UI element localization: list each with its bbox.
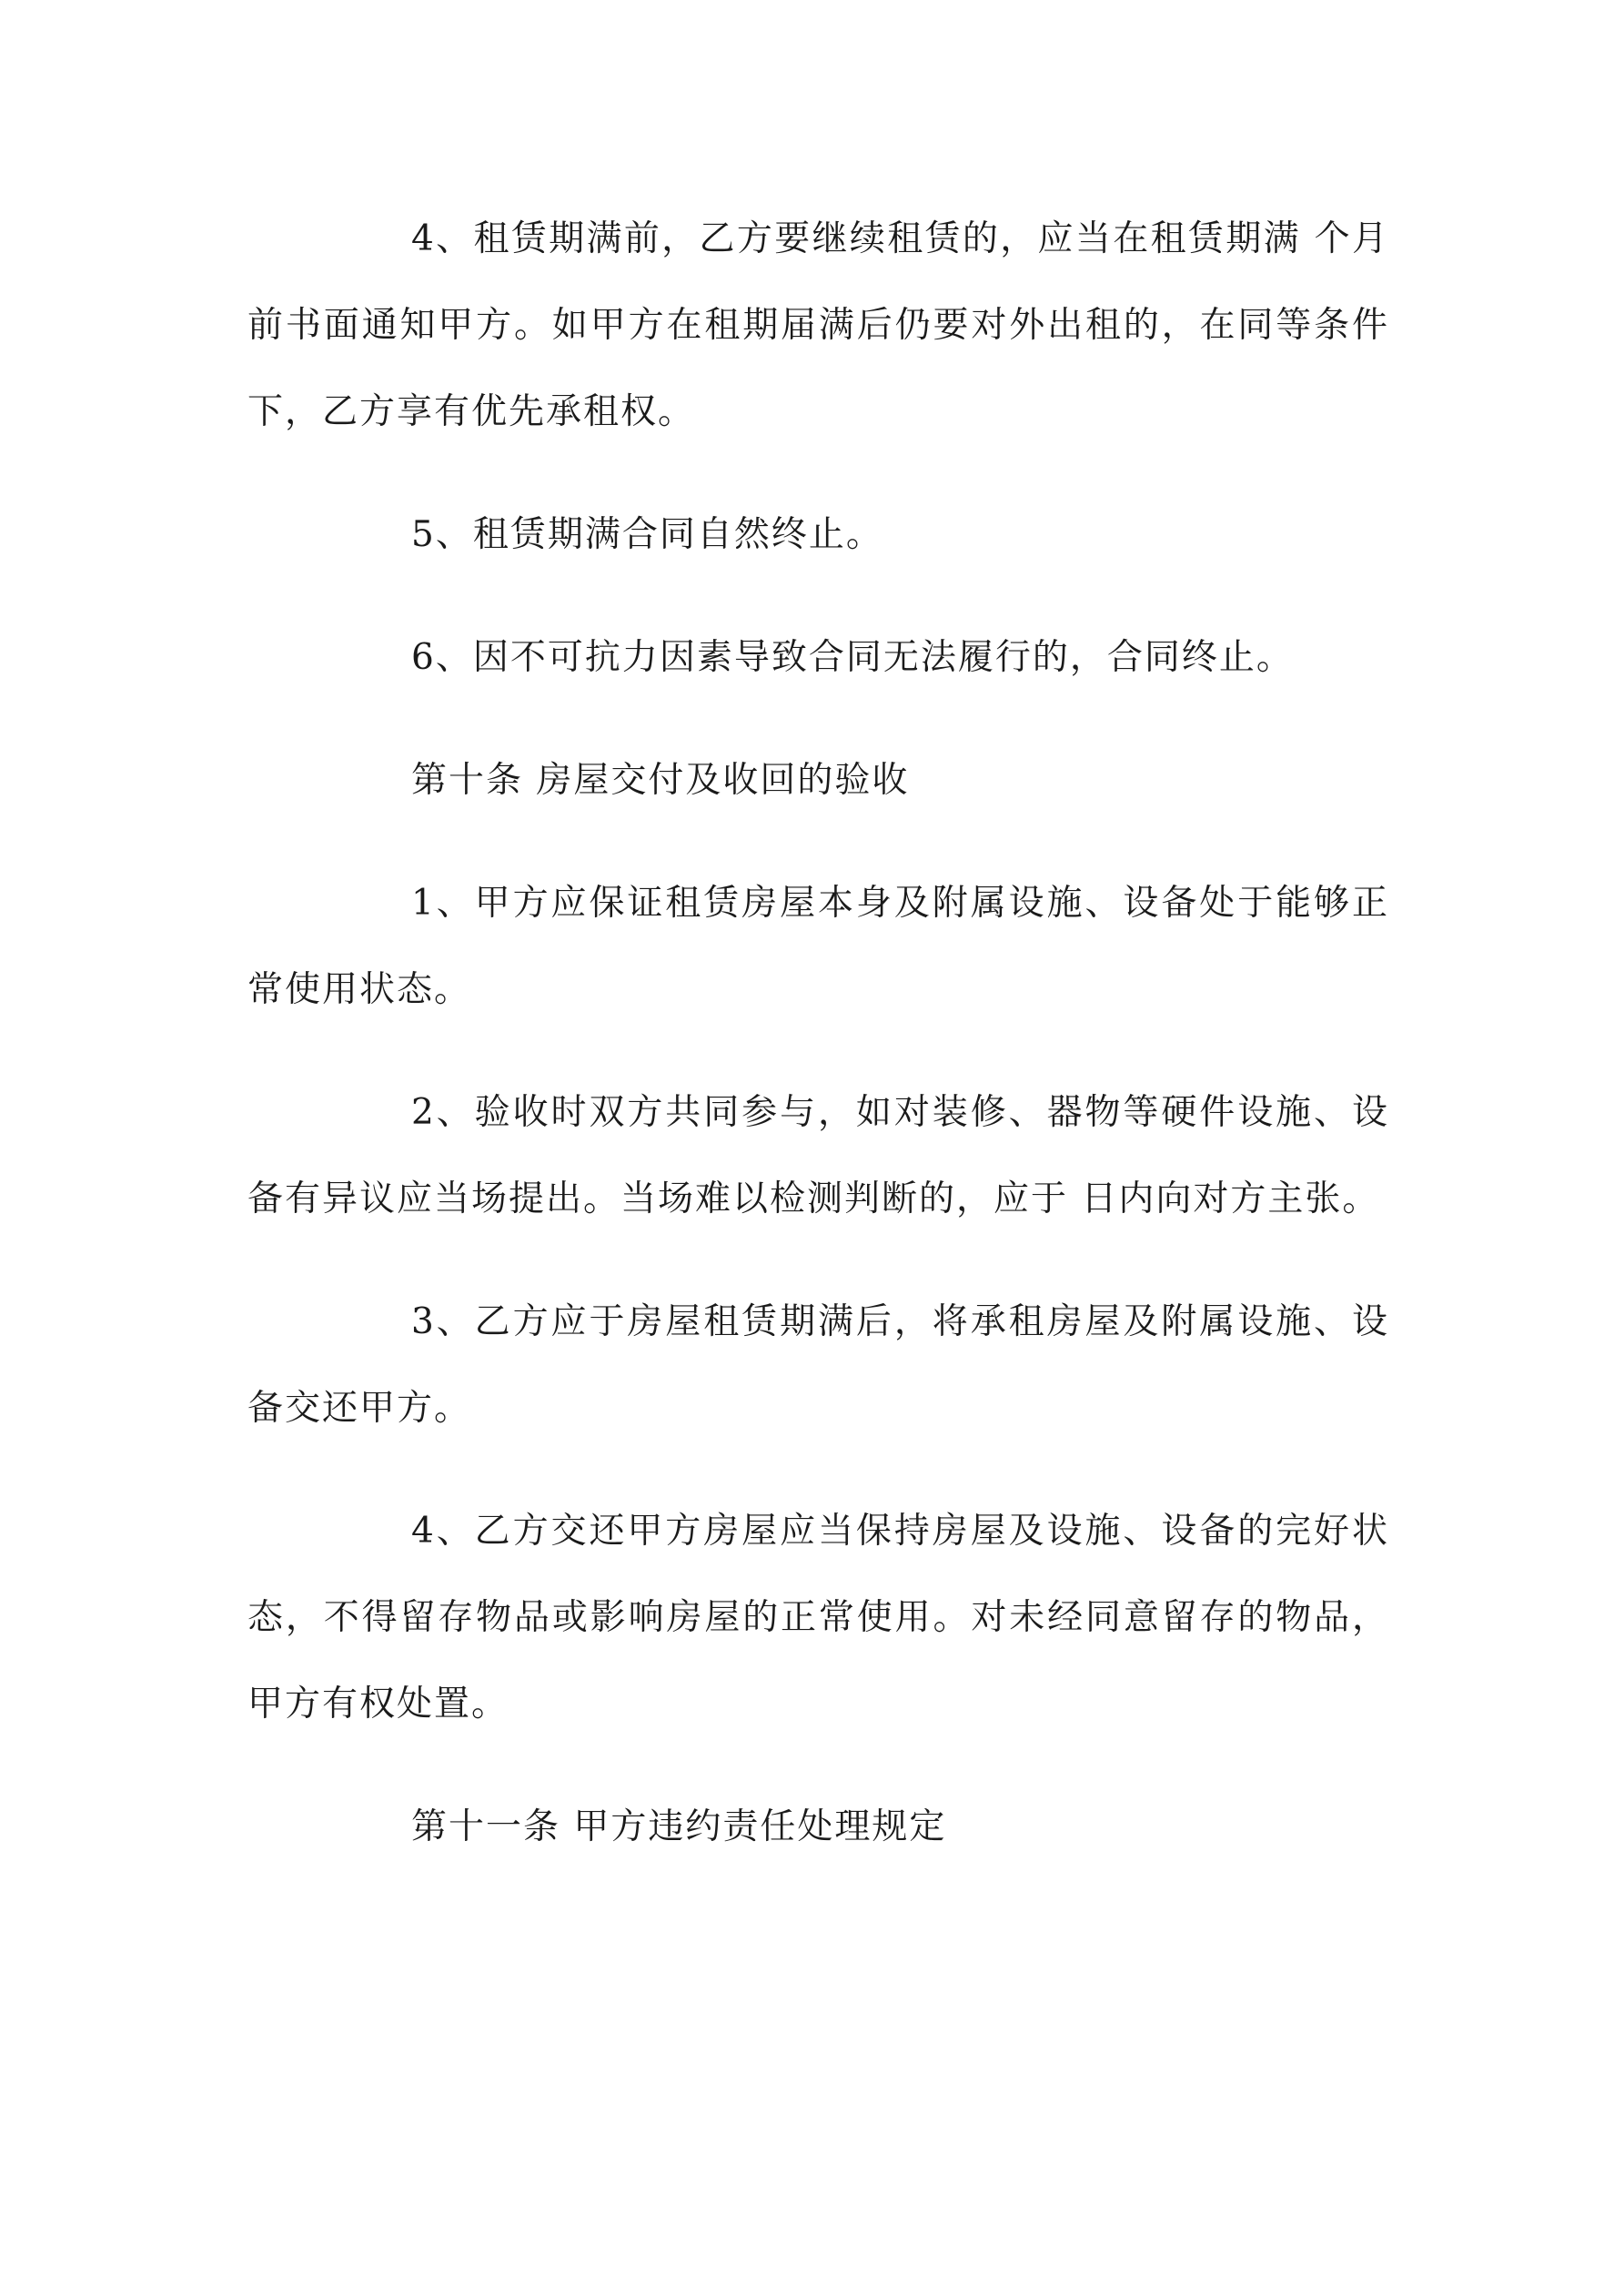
paragraph-renewal-notice: 4、租赁期满前，乙方要继续租赁的，应当在租赁期满 个月前书面通知甲方。如甲方在租期届满后仍要对外出租的，在同等条件下，乙方享有优先承租权。 (247, 218, 1389, 432)
paragraph-return-condition: 4、乙方交还甲方房屋应当保持房屋及设施、设备的完好状态，不得留存物品或影响房屋的正常使用。对未经同意留存的物品，甲方有权处置。 (247, 1511, 1389, 1725)
paragraph-force-majeure: 6、因不可抗力因素导致合同无法履行的，合同终止。 (411, 637, 1294, 678)
section-heading-article-10: 第十条 房屋交付及收回的验收 (411, 760, 910, 801)
paragraph-joint-inspection: 2、验收时双方共同参与，如对装修、器物等硬件设施、设备有异议应当场提出。当场难以检测判断的，应于 日内向对方主张。 (247, 1092, 1389, 1219)
paragraph-natural-termination: 5、租赁期满合同自然终止。 (411, 514, 883, 555)
paragraph-return-property: 3、乙方应于房屋租赁期满后，将承租房屋及附属设施、设备交还甲方。 (247, 1301, 1389, 1429)
section-heading-article-11: 第十一条 甲方违约责任处理规定 (411, 1806, 947, 1847)
document-body (247, 196, 1389, 1907)
paragraph-landlord-guarantee: 1、甲方应保证租赁房屋本身及附属设施、设备处于能够正常使用状态。 (247, 883, 1389, 1010)
